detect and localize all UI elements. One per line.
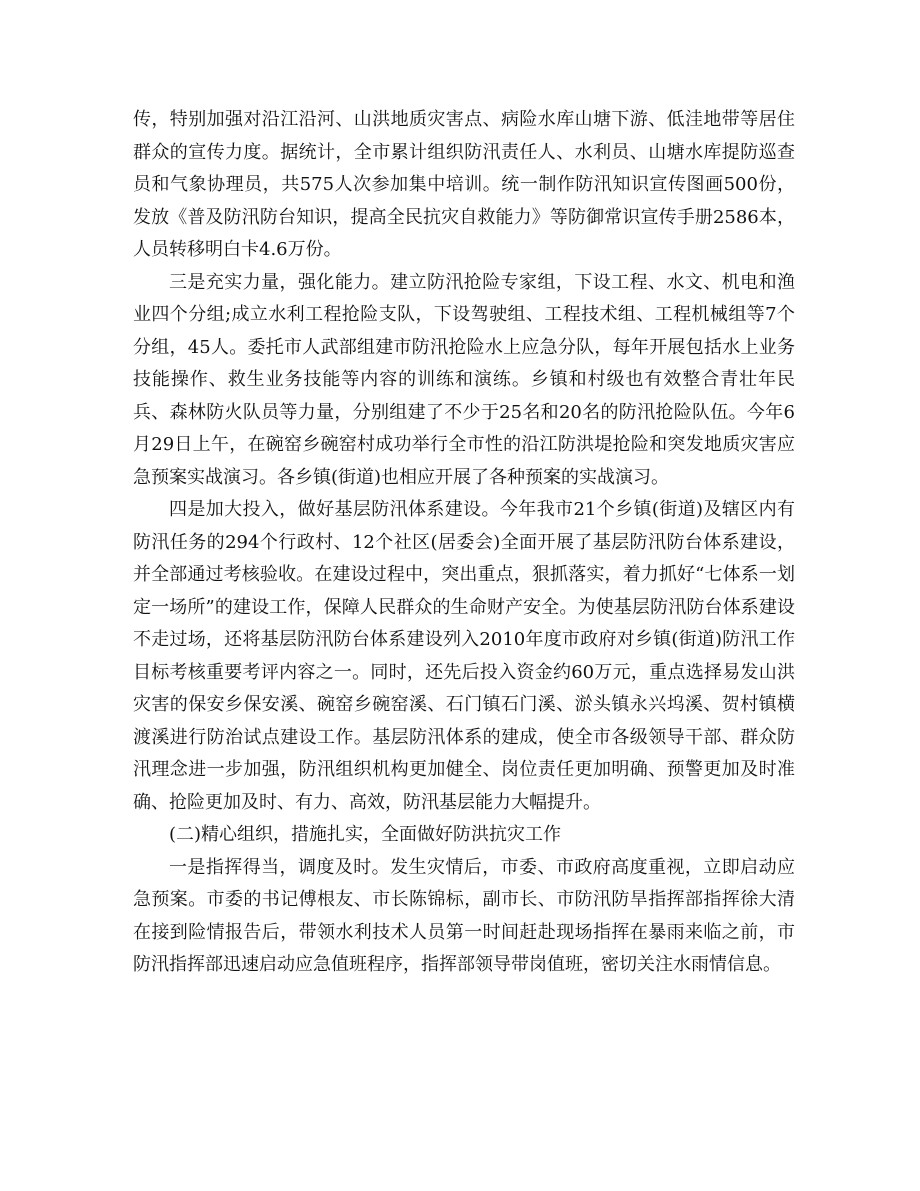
paragraph-command-dispatch: 一是指挥得当，调度及时。发生灾情后，市委、市政府高度重视，立即启动应急预案。市委的书记傅根友、市长陈锦标，副市长、市防汛防旱指挥部指挥徐大清在接到险情报告后，带领水利技术人员第一时间赶赴现场指挥在暴雨来临之前，市防汛指挥部迅速启动应急值班程序，指挥部领导带岗值班，密切关注水雨情信息。 bbox=[133, 856, 795, 975]
section-heading-careful-organization: (二)精心组织，措施扎实，全面做好防洪抗灾工作 bbox=[169, 824, 562, 845]
paragraph-increase-investment: 四是加大投入，做好基层防汛体系建设。今年我市21个乡镇(街道)及辖区内有防汛任务的294个行政村、12个社区(居委会)全面开展了基层防汛防台体系建设，并全部通过考核验收。在建设过程中，突出重点，狠抓落实，着力抓好“七体系一划定一场所”的建设工作，保障人民群众的生命财产安全。为使基层防汛防台体系建设不走过场，还将基层防汛防台体系建设列入2010年度市政府对乡镇(街道)防汛工作目标考核重要考评内容之一。同时，还先后投入资金约60万元，重点选择易发山洪灾害的保安乡保安溪、碗窑乡碗窑溪、石门镇石门溪、淤头镇永兴坞溪、贺村镇横渡溪进行防治试点建设工作。基层防汛体系的建成，使全市各级领导干部、群众防汛理念进一步加强，防汛组织机构更加健全、岗位责任更加明确、预警更加及时准确、抢险更加及时、有力、高效，防汛基层能力大幅提升。 bbox=[133, 499, 795, 813]
paragraph-propaganda-continuation: 传，特别加强对沿江沿河、山洪地质灾害点、病险水库山塘下游、低洼地带等居住群众的宣传力度。据统计，全市累计组织防汛责任人、水利员、山塘水库提防巡查员和气象协理员，共575人次参加集中培训。统一制作防汛知识宣传图画500份，发放《普及防汛防台知识，提高全民抗灾自救能力》等防御常识宣传手册2586本，人员转移明白卡4.6万份。 bbox=[133, 109, 795, 260]
paragraph-strengthen-capacity: 三是充实力量，强化能力。建立防汛抢险专家组，下设工程、水文、机电和渔业四个分组;成立水利工程抢险支队，下设驾驶组、工程技术组、工程机械组等7个分组，45人。委托市人武部组建市防汛抢险水上应急分队，每年开展包括水上业务技能操作、救生业务技能等内容的训练和演练。乡镇和村级也有效整合青壮年民兵、森林防火队员等力量，分别组建了不少于25名和20名的防汛抢险队伍。今年6月29日上午，在碗窑乡碗窑村成功举行全市性的沿江防洪堤抢险和突发地质灾害应急预案实战演习。各乡镇(街道)也相应开展了各种预案的实战演习。 bbox=[133, 271, 795, 488]
document-body bbox=[133, 104, 795, 982]
